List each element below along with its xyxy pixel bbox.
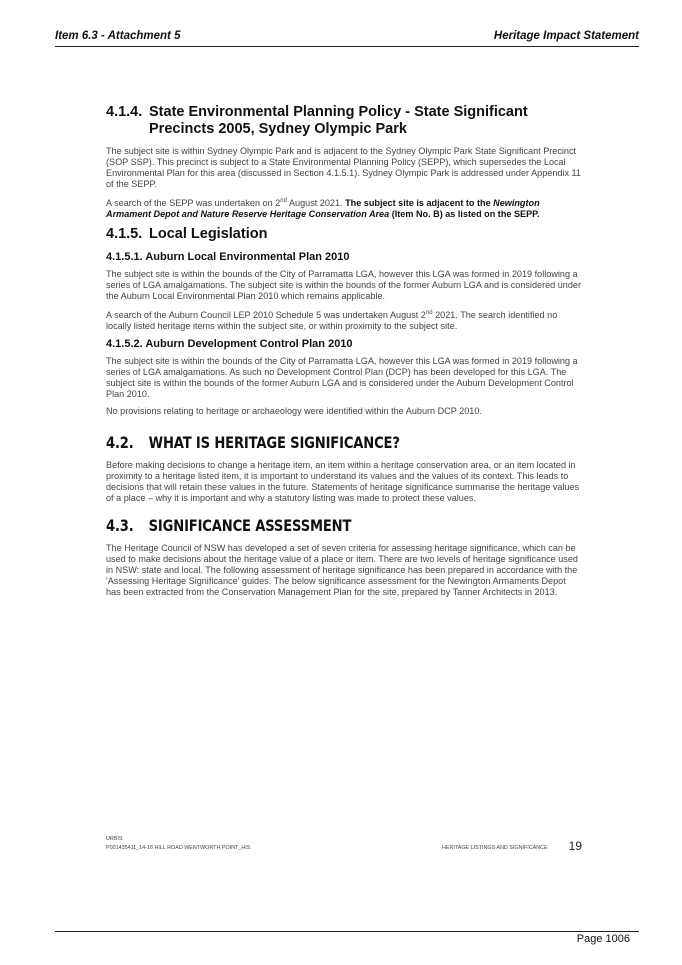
page-label: Page 1006 [576, 933, 630, 945]
paragraph: The Heritage Council of NSW has developed a set of seven criteria for assessing heritage significance, which can be used to make decisions about the heritage value of a place or item. There are two levels of heritage significance used in NSW: state and local. The following assessment of heritage significance has been prepared in accordance with the 'Assessing Heritage Significance' guides. The below significance assessment for the Newington Armaments Depot has been extracted from the Conservation Management Plan for the site, prepared by Tanner Architects in 2013. [106, 543, 578, 598]
paragraph: The subject site is within Sydney Olympic Park and is adjacent to the Sydney Olympic Park State Significant Precinct (SOP SSP). This precinct is subject to a State Environmental Planning Policy (SEPP), which supersedes the Local Environmental Plan for this area (discussed in Section 4.1.5.1). Sydney Olympic Park is addressed under Appendix 11 of the SEPP. [106, 146, 581, 189]
header-attachment-label: Item 6.3 - Attachment 5 [55, 30, 181, 42]
section-4-3-heading: 4.3. SIGNIFICANCE ASSESSMENT [106, 516, 352, 536]
section-4-2-heading: 4.2. WHAT IS HERITAGE SIGNIFICANCE? [106, 433, 400, 453]
subsection-4-1-5-2-heading: 4.1.5.2. Auburn Development Control Plan 2010 [106, 338, 353, 351]
section-title: Local Legislation [149, 226, 268, 243]
section-4-1-4-heading [106, 104, 582, 138]
footer-section: HERITAGE LISTINGS AND SIGNIFICANCE [442, 845, 548, 851]
footer-reference: P0014354​11_14-16 HILL ROAD WENTWORTH POINT_HIS [106, 845, 251, 851]
footer-page-number: 19 [568, 839, 582, 853]
paragraph: Before making decisions to change a heritage item, an item within a heritage conservation area, or an item located in proximity to a heritage listed item, it is important to understand its values and the values of its context. This leads to decisions that will retain these values in the future. Statements of heritage significance summarise the heritage values of a place – why it is important and why a statutory listing was made to protect these values. [106, 460, 580, 504]
section-title: State Environmental Planning Policy - State Significant Precincts 2005, Sydney Olympic Park [149, 104, 528, 137]
section-4-1-5-heading [106, 226, 582, 243]
paragraph: The subject site is within the bounds of the City of Parramatta LGA, however this LGA was formed in 2019 following a series of LGA amalgamations. As such no Development Control Plan (DCP) has been developed for this LGA. The subject site is within the bounds of the former Auburn LGA and is considered under the Auburn Development Control Plan 2010. [106, 356, 578, 400]
paragraph: A search of the SEPP was undertaken on 2nd August 2021. The subject site is adjacent to the Newington Armament Depot and Nature Reserve Heritage Conservation Area (Item No. B) as listed on the SEPP. [106, 198, 540, 220]
footer-org: URBIS [106, 836, 123, 842]
paragraph: The subject site is within the bounds of the City of Parramatta LGA, however this LGA was formed in 2019 following a series of LGA amalgamations. The subject site is within the bounds of the former Auburn LGA and is considered under the Auburn Local Environmental Plan 2010 which remains applicable. [106, 269, 581, 302]
page-header [55, 30, 639, 47]
section-number: 4.1.5. [106, 226, 143, 243]
paragraph: No provisions relating to heritage or archaeology were identified within the Auburn DCP 2010. [106, 406, 482, 417]
document-body [106, 104, 582, 604]
bottom-divider [55, 931, 639, 932]
subsection-4-1-5-1-heading: 4.1.5.1. Auburn Local Environmental Plan 2010 [106, 251, 350, 264]
header-document-title: Heritage Impact Statement [493, 30, 639, 42]
section-number: 4.1.4. [106, 104, 143, 120]
paragraph: A search of the Auburn Council LEP 2010 Schedule 5 was undertaken August 2nd 2021. The search identified no locally listed heritage items within the subject site, or within proximity to the subject site. [106, 310, 558, 332]
